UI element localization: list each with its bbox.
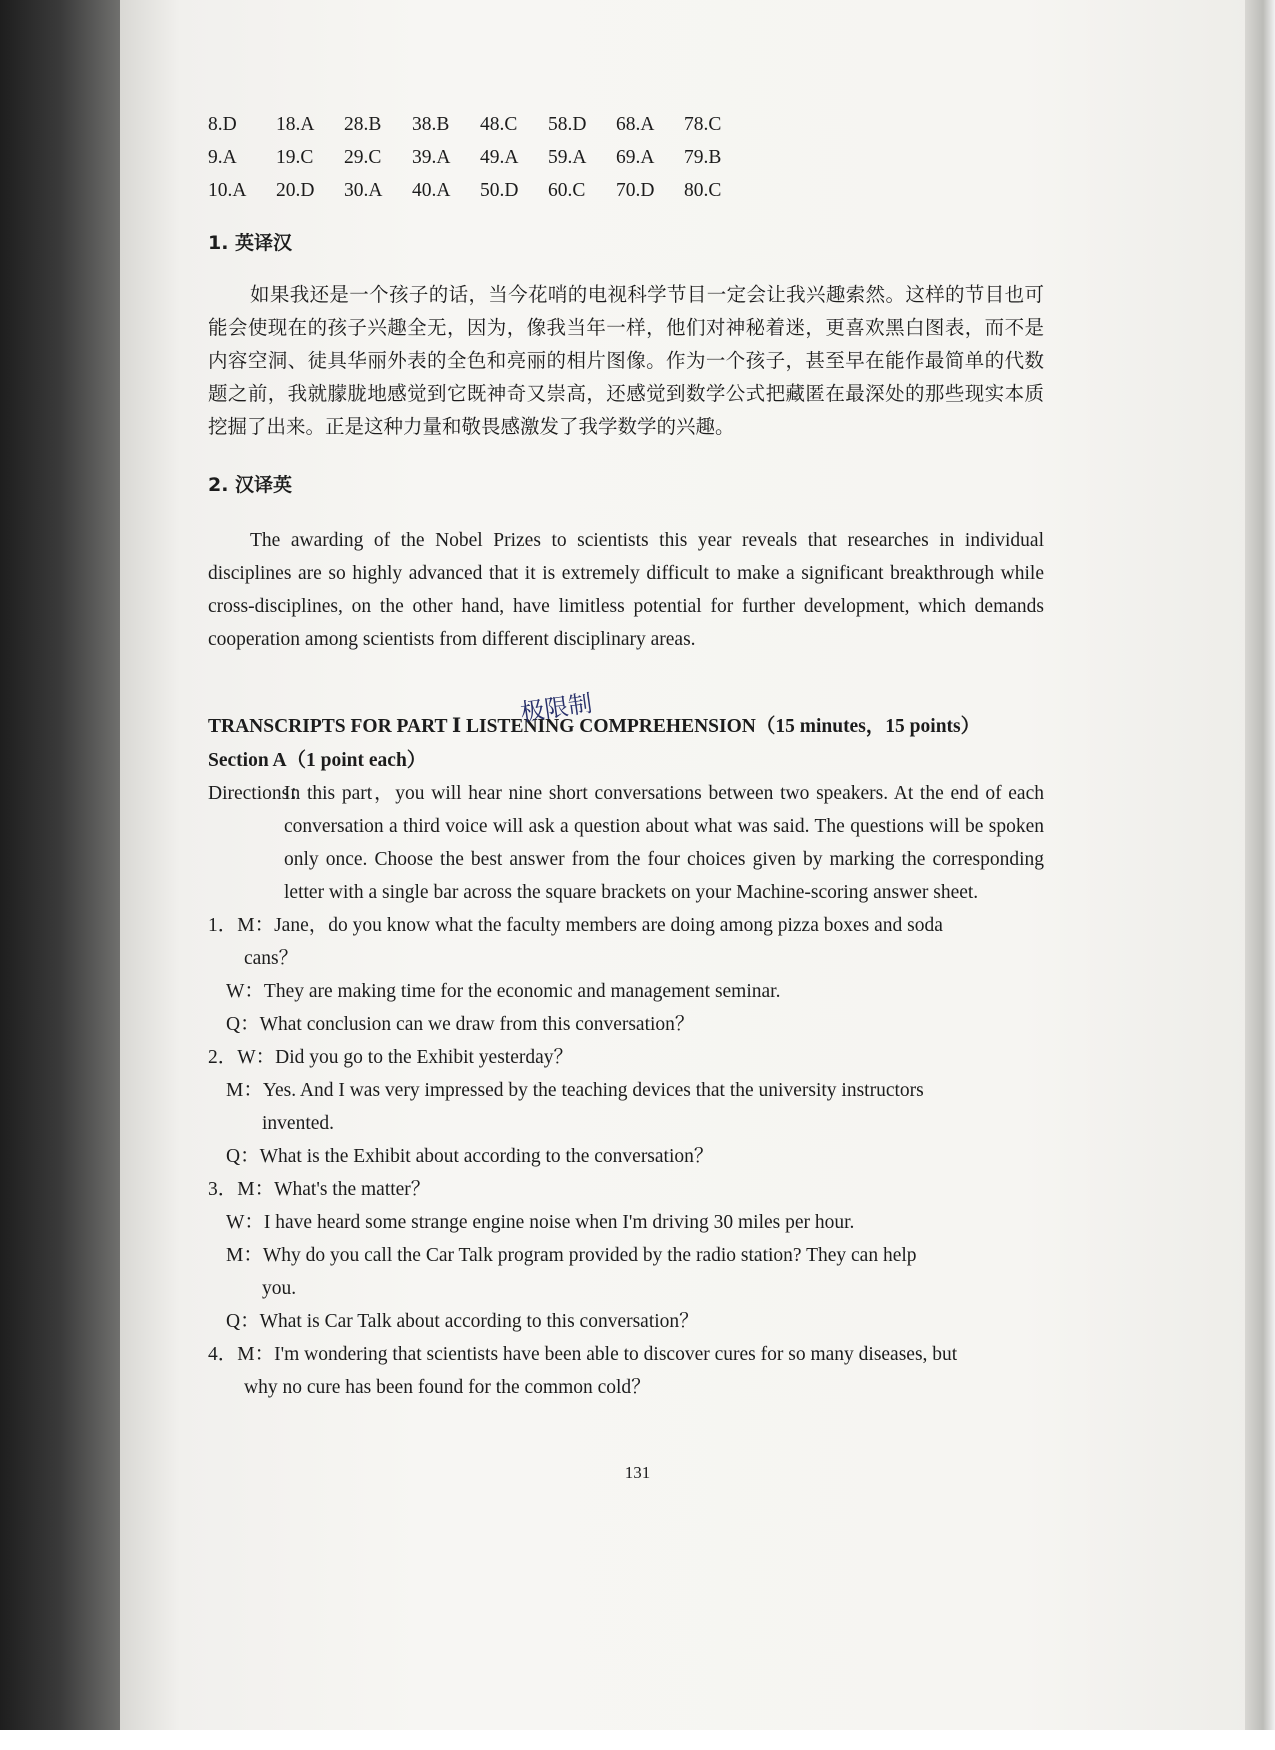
dialog-line [208,1074,1044,1107]
page-content [208,108,1044,1404]
answer-key: 30.A [344,180,383,201]
dialog-text: What is Car Talk about according to this conversation？ [259,1311,699,1332]
answer-key: 28.B [344,114,382,135]
directions [208,777,1044,909]
page-edge [1245,0,1275,1750]
answer-key: 79.B [684,147,722,168]
answer-key: 38.B [412,114,450,135]
dialog-continuation: invented. [262,1113,335,1134]
dialog-line [208,1239,1044,1272]
directions-label: Directions： [208,783,309,804]
answer-key: 10.A [208,180,247,201]
dialog-line [208,1140,1044,1173]
dialog-line [208,909,1044,942]
dialog-text: I have heard some strange engine noise when I'm driving 30 miles per hour. [263,1212,855,1233]
answer-key: 18.A [276,114,315,135]
speaker-label: 3．M： [208,1179,275,1200]
answer-key: 60.C [548,180,586,201]
dialog-text: What conclusion can we draw from this conversation？ [259,1014,695,1035]
section-heading-translation-en-cn: 1. 英译汉 [208,232,293,254]
dialog-text: Did you go to the Exhibit yesterday？ [275,1047,574,1068]
speaker-label: Q： [226,1311,260,1332]
answer-key: 68.A [616,114,655,135]
answer-key: 50.D [480,180,519,201]
answer-key: 78.C [684,114,722,135]
dialog-text: What is the Exhibit about according to the conversation？ [259,1146,714,1167]
answer-key: 9.A [208,147,237,168]
speaker-label: M： [226,1080,263,1101]
dialog-list [208,909,1044,1404]
dialog-continuation: you. [262,1278,297,1299]
answer-key: 80.C [684,180,722,201]
answer-key: 29.C [344,147,382,168]
translation-cn-paragraph: 如果我还是一个孩子的话，当今花哨的电视科学节目一定会让我兴趣索然。这样的节目也可能会使现在的孩子兴趣全无，因为，像我当年一样，他们对神秘着迷，更喜欢黑白图表，而不是内容空洞、徒具华丽外表的全色和亮丽的相片图像。作为一个孩子，甚至早在能作最简单的代数题之前，我就朦胧地感觉到它既神奇又崇高，还感觉到数学公式把藏匿在最深处的那些现实本质挖掘了出来。正是这种力量和敬畏感激发了我学数学的兴趣。 [208,283,1044,438]
answer-key: 58.D [548,114,587,135]
directions-text: In this part，you will hear nine short conversations between two speakers. At the end of each conversation a third voice will ask a question about what was said. The questions will be spoken only once. Choose the best answer from the four choices given by marking the corresponding letter with a single bar across the square brackets on your Machine-scoring answer sheet. [284,783,1044,903]
speaker-label: Q： [226,1014,260,1035]
answer-key: 48.C [480,114,518,135]
dialog-line [208,1041,1044,1074]
scan-margin [0,1730,1275,1750]
answer-key: 40.A [412,180,451,201]
dialog-continuation: why no cure has been found for the common cold？ [244,1377,651,1398]
dialog-text: They are making time for the economic and management seminar. [263,981,781,1002]
answer-key: 19.C [276,147,314,168]
speaker-label: M： [226,1245,263,1266]
dialog-line [208,1173,1044,1206]
dialog-continuation: cans？ [244,948,299,969]
answer-key: 59.A [548,147,587,168]
dialog-line [208,975,1044,1008]
answer-key-grid [208,108,1044,207]
section-heading-translation-cn-en: 2. 汉译英 [208,474,293,496]
speaker-label: 1．M： [208,915,275,936]
dialog-line [208,1338,1044,1371]
speaker-label: W： [226,1212,264,1233]
dialog-text: What's the matter？ [274,1179,431,1200]
speaker-label: W： [226,981,264,1002]
dialog-text: Yes. And I was very impressed by the teaching devices that the university instructors [262,1080,924,1101]
answer-key: 49.A [480,147,519,168]
dialog-text: I'm wondering that scientists have been able to discover cures for so many diseases, but [274,1344,958,1365]
speaker-label: Q： [226,1146,260,1167]
translation-en-paragraph: The awarding of the Nobel Prizes to scientists this year reveals that researches in individual disciplines are so highly advanced that it is extremely difficult to make a significant breakthrough while cross-disciplines, on the other hand, have limitless potential for further development, which demands cooperation among scientists from different disciplinary areas. [208,530,1044,650]
handwritten-annotation: 极限制 [518,689,594,727]
dialog-text: Why do you call the Car Talk program provided by the radio station? They can help [262,1245,917,1266]
answer-key: 8.D [208,114,237,135]
page-number: 131 [624,1463,651,1482]
answer-key: 70.D [616,180,655,201]
transcripts-title: TRANSCRIPTS FOR PART Ⅰ LISTENING COMPREHENSION（15 minutes，15 points） [208,716,981,737]
answer-key: 39.A [412,147,451,168]
dialog-text: Jane，do you know what the faculty members are doing among pizza boxes and soda [274,915,943,936]
speaker-label: 2．W： [208,1047,276,1068]
speaker-label: 4．M： [208,1344,275,1365]
answer-key: 20.D [276,180,315,201]
answer-key: 69.A [616,147,655,168]
dialog-line [208,1305,1044,1338]
dialog-line [208,1206,1044,1239]
dialog-line [208,1008,1044,1041]
section-a-heading: Section A（1 point each） [208,750,427,771]
